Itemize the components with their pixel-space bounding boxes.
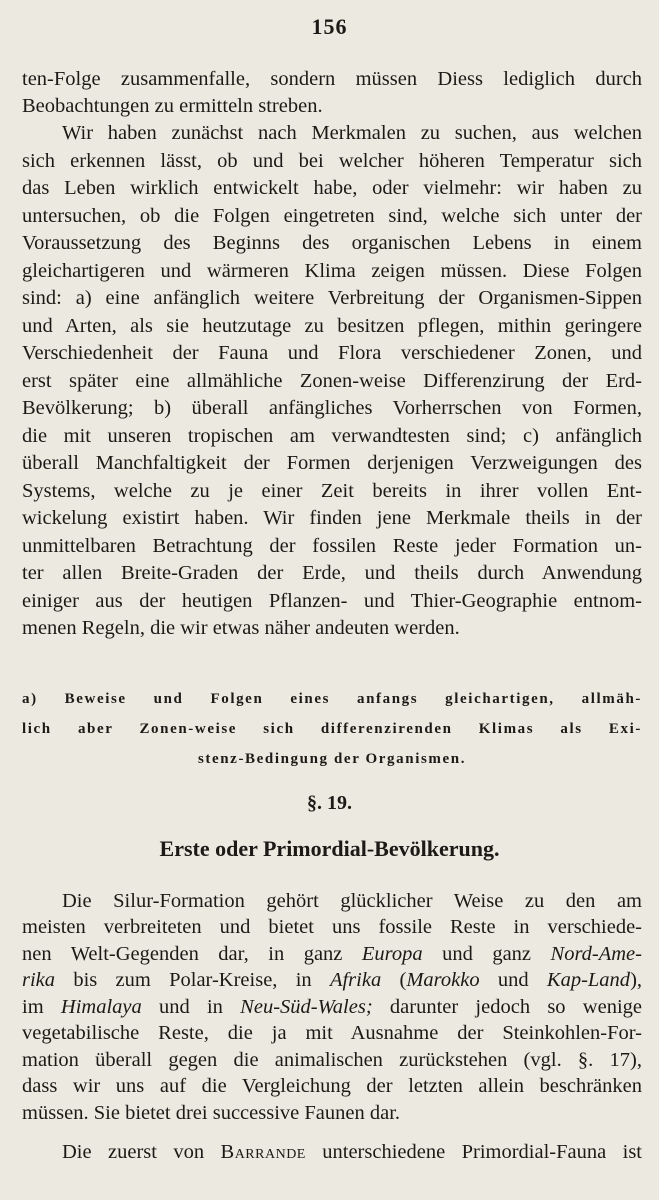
text-line: sich erkennen lässt, ob und bei welcher höheren Temperatur sich xyxy=(22,150,642,172)
text-line: unmittelbaren Betrachtung der fossilen Reste jeder Formation un- xyxy=(22,535,642,557)
text-line: einiger aus der heutigen Pflanzen- und Thier-Geographie entnom- xyxy=(22,590,642,612)
text-run: ), xyxy=(630,969,643,991)
text-line: sind: a) eine anfänglich weitere Verbreitung der Organismen-Sippen xyxy=(22,287,642,309)
text-line: dass wir uns auf die Vergleichung der letzten allein beschränken xyxy=(22,1075,642,1097)
text-line: das Leben wirklich entwickelt habe, oder vielmehr: wir haben zu xyxy=(22,177,642,199)
place-name: Marokko xyxy=(406,969,480,991)
place-name: Afrika xyxy=(329,969,382,991)
text-line: Beobachtungen zu ermitteln streben. xyxy=(22,95,323,117)
subheading-line: a) Beweise und Folgen eines anfangs gleichartigen, allmäh- xyxy=(22,691,642,707)
text-line: gleichartigeren und wärmeren Klima zeigen müssen. Diese Folgen xyxy=(22,260,642,282)
text-line xyxy=(62,1139,642,1165)
text-run: bis zum Polar-Kreise, in xyxy=(55,969,330,991)
text-line xyxy=(22,967,642,993)
section-number: §. 19. xyxy=(307,792,352,814)
text-run: Die zuerst von xyxy=(62,1141,221,1163)
text-line: müssen. Sie bietet drei successive Faunen dar. xyxy=(22,1102,401,1124)
subheading-line: stenz-Bedingung der Organismen. xyxy=(197,751,467,767)
text-line: menen Regeln, die wir etwas näher andeuten werden. xyxy=(22,617,460,639)
text-run: nen Welt-Gegenden dar, in ganz xyxy=(22,943,362,965)
text-line: vegetabilische Reste, die ja mit Ausnahme der Steinkohlen-For- xyxy=(22,1022,642,1044)
text-line: untersuchen, ob die Folgen eingetreten sind, welche sich unter der xyxy=(22,205,642,227)
text-line: Voraussetzung des Beginns des organischen Lebens in einem xyxy=(22,232,642,254)
text-line xyxy=(22,994,642,1020)
text-run: und in xyxy=(141,996,241,1018)
text-line: ter allen Breite-Graden der Erde, und theils durch Anwendung xyxy=(22,562,642,584)
text-line: Bevölkerung; b) überall anfängliches Vorherrschen von Formen, xyxy=(22,397,642,419)
text-line: wickelung existirt haben. Wir finden jene Merkmale theils in der xyxy=(22,507,642,529)
place-name: Europa xyxy=(361,943,423,965)
text-run: und xyxy=(479,969,547,991)
text-run: darunter jedoch so wenige xyxy=(372,996,642,1018)
place-name: rika xyxy=(22,969,56,991)
text-line: die mit unseren tropischen am verwandtesten sind; c) anfänglich xyxy=(22,425,642,447)
text-line: meisten verbreiteten und bietet uns fossile Reste in verschiede- xyxy=(22,916,642,938)
text-line: Systems, welche zu je einer Zeit bereits in ihrer vollen Ent- xyxy=(22,480,642,502)
text-line: Die Silur-Formation gehört glücklicher Weise zu den am xyxy=(62,890,642,912)
text-line: mation überall gegen die animalischen zurückstehen (vgl. §. 17), xyxy=(22,1049,642,1071)
text-line: Verschiedenheit der Fauna und Flora verschiedener Zonen, und xyxy=(22,342,642,364)
text-run: und ganz xyxy=(422,943,551,965)
place-name: Himalaya xyxy=(60,996,142,1018)
place-name: Nord-Ame- xyxy=(550,943,642,965)
page-number: 156 xyxy=(311,14,348,39)
place-name: Neu-Süd-Wales; xyxy=(240,996,373,1018)
text-line xyxy=(22,941,642,967)
text-run: unterschiedene Primordial-Fauna ist xyxy=(305,1141,642,1163)
author-name: Barrande xyxy=(220,1141,306,1163)
text-line: Wir haben zunächst nach Merkmalen zu suchen, aus welchen xyxy=(62,122,642,144)
text-run: im xyxy=(22,996,61,1018)
subheading-line: lich aber Zonen-weise sich differenzirenden Klimas als Exi- xyxy=(22,721,642,737)
text-line: und Arten, als sie heutzutage zu besitzen pflegen, mithin geringere xyxy=(22,315,642,337)
text-line: erst später eine allmähliche Zonen-weise Differenzirung der Erd- xyxy=(22,370,642,392)
text-line: ten-Folge zusammenfalle, sondern müssen Diess lediglich durch xyxy=(22,68,642,90)
section-title: Erste oder Primordial-Bevölkerung. xyxy=(159,836,500,861)
text-line: überall Manchfaltigkeit der Formen derjenigen Verzweigungen des xyxy=(22,452,642,474)
text-run: ( xyxy=(381,969,407,991)
place-name: Kap-Land xyxy=(546,969,631,991)
